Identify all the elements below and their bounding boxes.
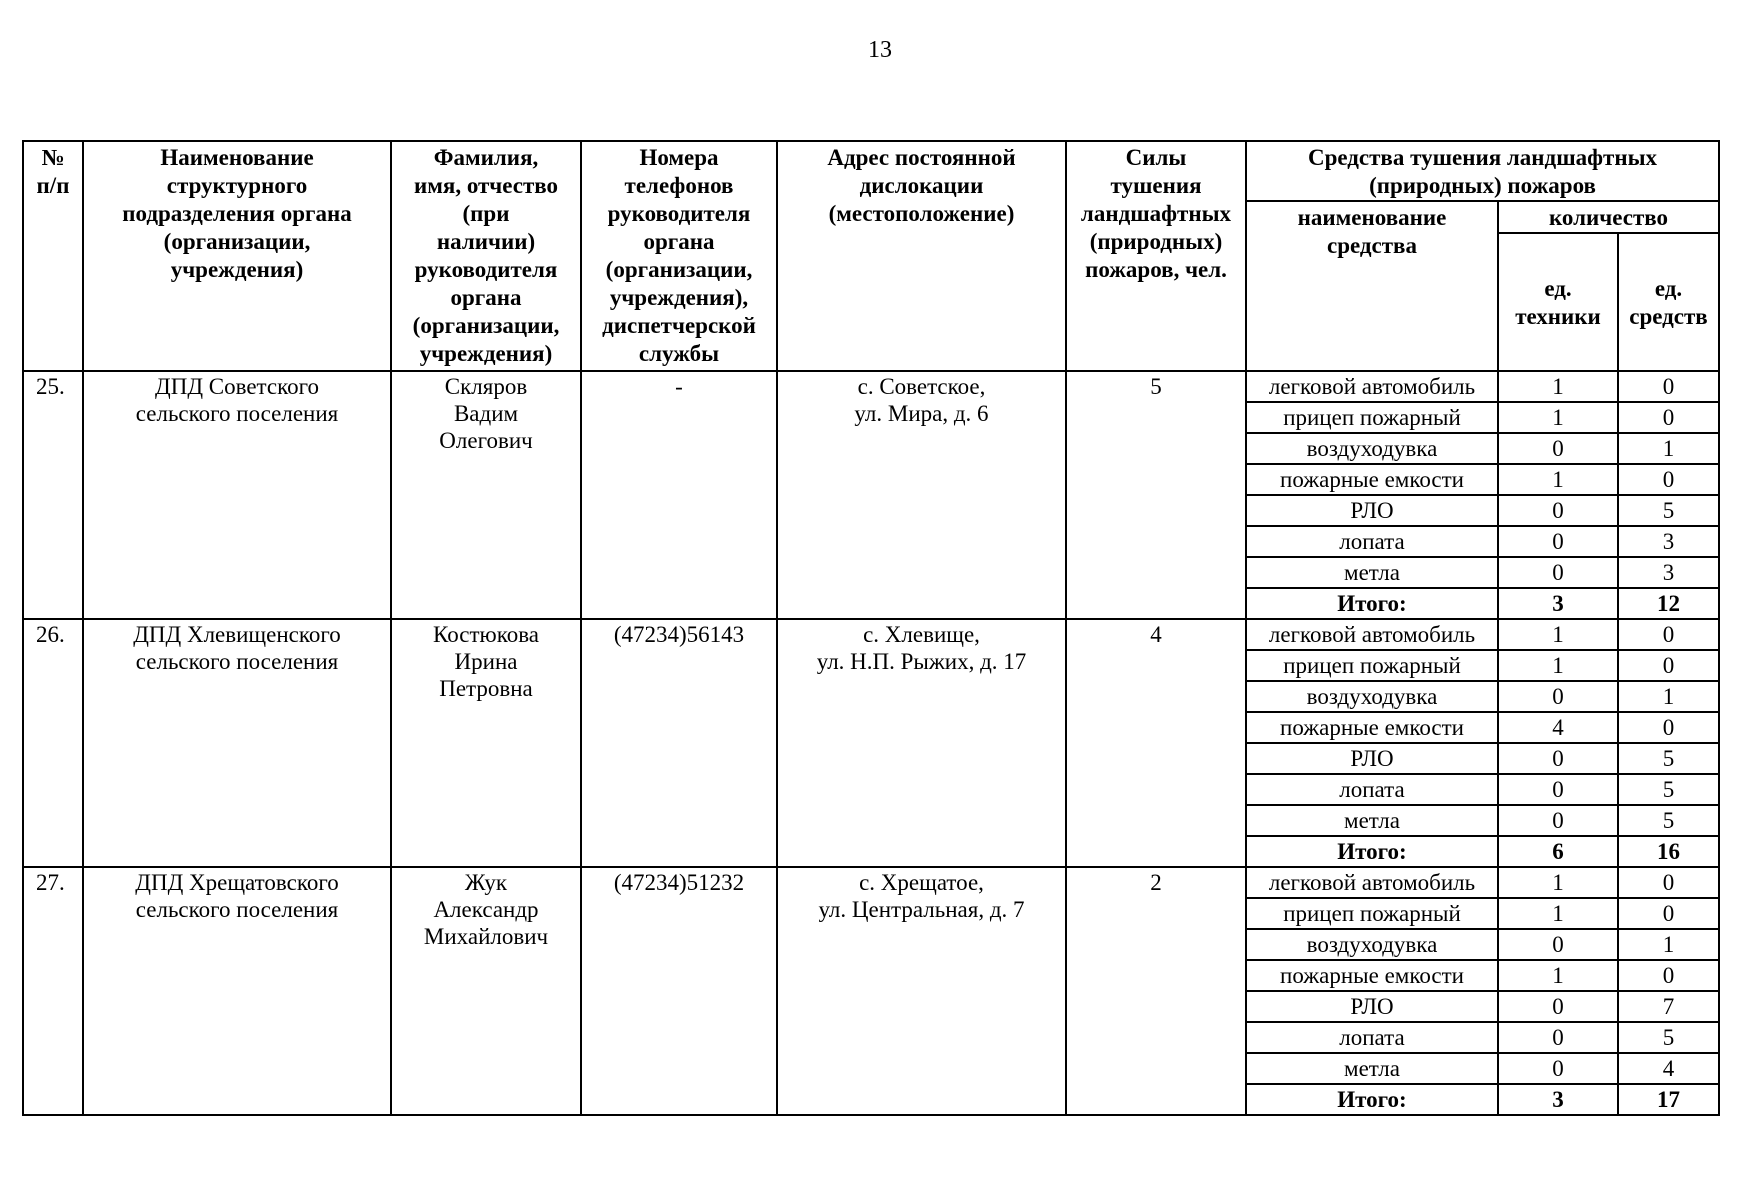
forces-count: 5: [1066, 371, 1246, 619]
units-means-value: 0: [1618, 402, 1719, 433]
unit-name: ДПД Хрещатовского сельского поселения: [83, 867, 391, 1115]
unit-name: ДПД Хлевищенского сельского поселения: [83, 619, 391, 867]
units-tech-value: 0: [1498, 1022, 1618, 1053]
units-means-value: 0: [1618, 650, 1719, 681]
phone-number: (47234)56143: [581, 619, 777, 867]
equipment-name: Итого:: [1246, 1084, 1498, 1115]
equipment-name: воздуходувка: [1246, 929, 1498, 960]
header-means-group: Средства тушения ландшафтных (природных) пожаров: [1246, 141, 1719, 201]
equipment-name: метла: [1246, 557, 1498, 588]
head-name: Скляров Вадим Олегович: [391, 371, 581, 619]
units-tech-value: 0: [1498, 1053, 1618, 1084]
forces-count: 4: [1066, 619, 1246, 867]
head-name: Костюкова Ирина Петровна: [391, 619, 581, 867]
table-row: [23, 371, 1719, 402]
units-tech-value: 1: [1498, 464, 1618, 495]
phone-number: (47234)51232: [581, 867, 777, 1115]
units-tech-value: 1: [1498, 960, 1618, 991]
equipment-name: лопата: [1246, 1022, 1498, 1053]
forces-count: 2: [1066, 867, 1246, 1115]
units-means-value: 5: [1618, 774, 1719, 805]
units-means-value: 0: [1618, 619, 1719, 650]
equipment-name: пожарные емкости: [1246, 464, 1498, 495]
units-tech-value: 1: [1498, 898, 1618, 929]
units-tech-value: 0: [1498, 557, 1618, 588]
units-tech-value: 4: [1498, 712, 1618, 743]
table-body: [23, 371, 1719, 1115]
units-means-value: 16: [1618, 836, 1719, 867]
units-tech-value: 3: [1498, 588, 1618, 619]
units-tech-value: 6: [1498, 836, 1618, 867]
header-forces: Силы тушения ландшафтных (природных) пожаров, чел.: [1066, 141, 1246, 371]
units-tech-value: 0: [1498, 681, 1618, 712]
equipment-name: метла: [1246, 805, 1498, 836]
table-header: [23, 141, 1719, 371]
equipment-name: прицеп пожарный: [1246, 402, 1498, 433]
equipment-name: Итого:: [1246, 836, 1498, 867]
header-units-means: ед. средств: [1618, 233, 1719, 371]
units-means-value: 12: [1618, 588, 1719, 619]
equipment-name: воздуходувка: [1246, 433, 1498, 464]
units-tech-value: 0: [1498, 805, 1618, 836]
units-tech-value: 1: [1498, 619, 1618, 650]
header-address: Адрес постоянной дислокации (местоположение): [777, 141, 1066, 371]
units-tech-value: 1: [1498, 371, 1618, 402]
equipment-name: воздуходувка: [1246, 681, 1498, 712]
equipment-name: прицеп пожарный: [1246, 650, 1498, 681]
units-means-value: 5: [1618, 805, 1719, 836]
units-means-value: 3: [1618, 557, 1719, 588]
equipment-name: лопата: [1246, 774, 1498, 805]
page-number: 13: [868, 37, 892, 63]
address: с. Советское, ул. Мира, д. 6: [777, 371, 1066, 619]
head-name: Жук Александр Михайлович: [391, 867, 581, 1115]
fire-resources-table: [22, 140, 1720, 1116]
equipment-name: РЛО: [1246, 495, 1498, 526]
units-means-value: 7: [1618, 991, 1719, 1022]
equipment-name: легковой автомобиль: [1246, 371, 1498, 402]
header-head: Фамилия, имя, отчество (при наличии) руководителя органа (организации, учреждения): [391, 141, 581, 371]
equipment-name: прицеп пожарный: [1246, 898, 1498, 929]
units-means-value: 1: [1618, 433, 1719, 464]
units-means-value: 5: [1618, 743, 1719, 774]
table-row: [23, 867, 1719, 898]
units-means-value: 5: [1618, 1022, 1719, 1053]
units-tech-value: 0: [1498, 929, 1618, 960]
phone-number: -: [581, 371, 777, 619]
address: с. Хрещатое, ул. Центральная, д. 7: [777, 867, 1066, 1115]
equipment-name: пожарные емкости: [1246, 960, 1498, 991]
equipment-name: РЛО: [1246, 743, 1498, 774]
units-means-value: 5: [1618, 495, 1719, 526]
units-means-value: 0: [1618, 898, 1719, 929]
header-units-tech: ед. техники: [1498, 233, 1618, 371]
units-tech-value: 0: [1498, 433, 1618, 464]
header-quantity: количество: [1498, 201, 1719, 233]
address: с. Хлевище, ул. Н.П. Рыжих, д. 17: [777, 619, 1066, 867]
units-means-value: 1: [1618, 681, 1719, 712]
units-tech-value: 0: [1498, 774, 1618, 805]
header-means-name: наименование средства: [1246, 201, 1498, 371]
equipment-name: лопата: [1246, 526, 1498, 557]
units-means-value: 17: [1618, 1084, 1719, 1115]
header-unit: Наименование структурного подразделения органа (организации, учреждения): [83, 141, 391, 371]
units-tech-value: 1: [1498, 867, 1618, 898]
unit-name: ДПД Советского сельского поселения: [83, 371, 391, 619]
units-means-value: 0: [1618, 712, 1719, 743]
units-tech-value: 1: [1498, 650, 1618, 681]
equipment-name: Итого:: [1246, 588, 1498, 619]
row-number: 25.: [23, 371, 83, 619]
equipment-name: легковой автомобиль: [1246, 619, 1498, 650]
units-tech-value: 0: [1498, 526, 1618, 557]
units-means-value: 0: [1618, 464, 1719, 495]
units-tech-value: 3: [1498, 1084, 1618, 1115]
units-means-value: 0: [1618, 960, 1719, 991]
units-tech-value: 0: [1498, 991, 1618, 1022]
units-means-value: 0: [1618, 867, 1719, 898]
header-num: № п/п: [23, 141, 83, 371]
row-number: 26.: [23, 619, 83, 867]
units-means-value: 4: [1618, 1053, 1719, 1084]
units-tech-value: 0: [1498, 743, 1618, 774]
units-means-value: 3: [1618, 526, 1719, 557]
table-row: [23, 619, 1719, 650]
units-tech-value: 0: [1498, 495, 1618, 526]
row-number: 27.: [23, 867, 83, 1115]
units-means-value: 0: [1618, 371, 1719, 402]
equipment-name: РЛО: [1246, 991, 1498, 1022]
units-means-value: 1: [1618, 929, 1719, 960]
equipment-name: легковой автомобиль: [1246, 867, 1498, 898]
equipment-name: пожарные емкости: [1246, 712, 1498, 743]
equipment-name: метла: [1246, 1053, 1498, 1084]
header-phones: Номера телефонов руководителя органа (организации, учреждения), диспетчерской службы: [581, 141, 777, 371]
units-tech-value: 1: [1498, 402, 1618, 433]
